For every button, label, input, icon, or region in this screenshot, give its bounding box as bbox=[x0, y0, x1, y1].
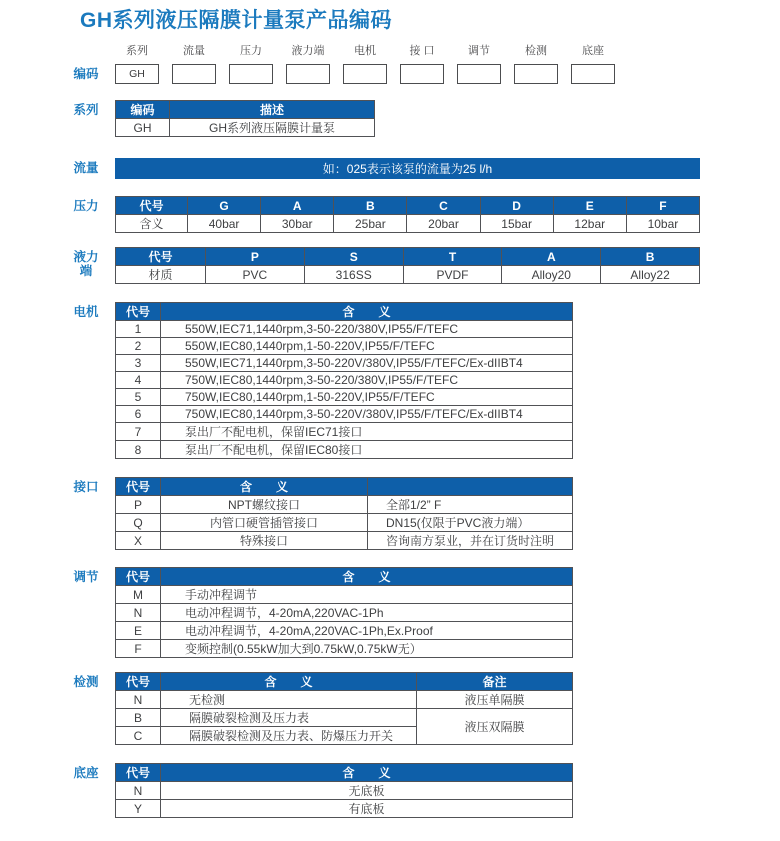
motor-code: 7 bbox=[116, 423, 161, 441]
detect-code: C bbox=[116, 727, 161, 745]
column-header: G bbox=[188, 197, 261, 215]
motor-desc: 550W,IEC71,1440rpm,3-50-220/380V,IP55/F/TEFC bbox=[161, 321, 573, 338]
interface-desc: 特殊接口 bbox=[161, 532, 368, 550]
coding-field-label: 接 口 bbox=[409, 45, 435, 57]
pressure-value: 15bar bbox=[480, 215, 553, 233]
column-header: 代号 bbox=[116, 568, 161, 586]
detect-desc: 隔膜破裂检测及压力表 bbox=[161, 709, 417, 727]
column-header: 代号 bbox=[116, 248, 206, 266]
coding-box-motor bbox=[343, 64, 387, 84]
coding-field-detect bbox=[514, 44, 558, 84]
table-header-row bbox=[116, 764, 573, 782]
column-header: S bbox=[304, 248, 403, 266]
coding-box-series: GH bbox=[115, 64, 159, 84]
pressure-value: 30bar bbox=[261, 215, 334, 233]
detect-code: N bbox=[116, 691, 161, 709]
coding-section bbox=[70, 44, 780, 84]
column-header bbox=[368, 478, 573, 496]
table-header-row bbox=[116, 197, 700, 215]
material-value: 316SS bbox=[304, 266, 403, 284]
series-code: GH bbox=[116, 119, 170, 137]
row-label: 材质 bbox=[116, 266, 206, 284]
table-row bbox=[116, 782, 573, 800]
coding-box-interface bbox=[400, 64, 444, 84]
coding-field-motor bbox=[343, 44, 387, 84]
interface-note: DN15(仅限于PVC液力端） bbox=[368, 514, 573, 532]
coding-field-label: 底座 bbox=[582, 45, 604, 57]
series-desc: GH系列液压隔膜计量泵 bbox=[170, 119, 375, 137]
table-row bbox=[116, 119, 375, 137]
base-section bbox=[70, 763, 780, 818]
adjust-desc: 电动冲程调节，4-20mA,220VAC-1Ph bbox=[161, 604, 573, 622]
base-code: Y bbox=[116, 800, 161, 818]
column-header: 代号 bbox=[116, 673, 161, 691]
base-desc: 有底板 bbox=[161, 800, 573, 818]
material-value: PVC bbox=[206, 266, 305, 284]
coding-field-series bbox=[115, 44, 159, 84]
column-header: T bbox=[403, 248, 502, 266]
side-label-adjust: 调节 bbox=[73, 570, 99, 584]
table-row bbox=[116, 266, 700, 284]
column-header: 含 义 bbox=[161, 568, 573, 586]
side-label-flow: 流量 bbox=[73, 161, 99, 175]
column-header: 编码 bbox=[116, 101, 170, 119]
motor-desc: 750W,IEC80,1440rpm,1-50-220V,IP55/F/TEFC bbox=[161, 389, 573, 406]
column-header: 含 义 bbox=[161, 478, 368, 496]
column-header: 含 义 bbox=[161, 673, 417, 691]
adjust-code: F bbox=[116, 640, 161, 658]
table-row bbox=[116, 338, 573, 355]
column-header: 描述 bbox=[170, 101, 375, 119]
motor-table bbox=[115, 302, 573, 459]
interface-desc: 内管口硬管插管接口 bbox=[161, 514, 368, 532]
table-row bbox=[116, 423, 573, 441]
motor-code: 4 bbox=[116, 372, 161, 389]
motor-desc: 550W,IEC71,1440rpm,3-50-220V/380V,IP55/F/TEFC/Ex-dIIBT4 bbox=[161, 355, 573, 372]
detect-section bbox=[70, 672, 780, 745]
column-header: C bbox=[407, 197, 480, 215]
adjust-code: M bbox=[116, 586, 161, 604]
coding-box-detect bbox=[514, 64, 558, 84]
column-header: 代号 bbox=[116, 303, 161, 321]
pressure-table bbox=[115, 196, 700, 233]
column-header: 备注 bbox=[417, 673, 573, 691]
table-row bbox=[116, 514, 573, 532]
motor-code: 6 bbox=[116, 406, 161, 423]
column-header: A bbox=[261, 197, 334, 215]
material-value: Alloy22 bbox=[601, 266, 700, 284]
side-label-series: 系列 bbox=[73, 103, 99, 117]
side-label-pressure: 压力 bbox=[73, 199, 99, 213]
adjust-section bbox=[70, 567, 780, 658]
coding-field-label: 电机 bbox=[354, 45, 376, 57]
interface-note: 咨询南方泵业，并在订货时注明 bbox=[368, 532, 573, 550]
material-value: PVDF bbox=[403, 266, 502, 284]
pressure-value: 40bar bbox=[188, 215, 261, 233]
motor-desc: 泵出厂不配电机，保留IEC71接口 bbox=[161, 423, 573, 441]
coding-field-label: 液力端 bbox=[291, 45, 325, 57]
detect-code: B bbox=[116, 709, 161, 727]
detect-desc: 隔膜破裂检测及压力表、防爆压力开关 bbox=[161, 727, 417, 745]
table-header-row bbox=[116, 101, 375, 119]
coding-field-label: 检测 bbox=[525, 45, 547, 57]
table-row bbox=[116, 389, 573, 406]
table-row bbox=[116, 532, 573, 550]
series-table bbox=[115, 100, 375, 137]
interface-code: Q bbox=[116, 514, 161, 532]
column-header: 代号 bbox=[116, 197, 188, 215]
pressure-value: 20bar bbox=[407, 215, 480, 233]
flow-section bbox=[70, 158, 780, 179]
detect-table bbox=[115, 672, 573, 745]
column-header: D bbox=[480, 197, 553, 215]
table-header-row bbox=[116, 673, 573, 691]
column-header: E bbox=[553, 197, 626, 215]
motor-code: 1 bbox=[116, 321, 161, 338]
series-section bbox=[70, 100, 780, 137]
motor-code: 8 bbox=[116, 441, 161, 459]
adjust-code: N bbox=[116, 604, 161, 622]
column-header: B bbox=[601, 248, 700, 266]
coding-field-flow bbox=[172, 44, 216, 84]
side-label-motor: 电机 bbox=[73, 305, 99, 319]
column-header: 代号 bbox=[116, 478, 161, 496]
material-value: Alloy20 bbox=[502, 266, 601, 284]
table-row bbox=[116, 640, 573, 658]
side-label-liquid-end: 液力端 bbox=[73, 250, 99, 278]
adjust-desc: 手动冲程调节 bbox=[161, 586, 573, 604]
coding-box-adjust bbox=[457, 64, 501, 84]
side-label-base: 底座 bbox=[73, 766, 99, 780]
adjust-code: E bbox=[116, 622, 161, 640]
base-table bbox=[115, 763, 573, 818]
table-row bbox=[116, 372, 573, 389]
pressure-value: 10bar bbox=[626, 215, 699, 233]
interface-table bbox=[115, 477, 573, 550]
table-row bbox=[116, 800, 573, 818]
pressure-section bbox=[70, 196, 780, 233]
motor-code: 5 bbox=[116, 389, 161, 406]
motor-desc: 750W,IEC80,1440rpm,3-50-220V/380V,IP55/F/TEFC/Ex-dIIBT4 bbox=[161, 406, 573, 423]
column-header: 含 义 bbox=[161, 303, 573, 321]
coding-box-flow bbox=[172, 64, 216, 84]
table-header-row bbox=[116, 478, 573, 496]
interface-section bbox=[70, 477, 780, 550]
table-header-row bbox=[116, 568, 573, 586]
coding-field-adjust bbox=[457, 44, 501, 84]
adjust-table bbox=[115, 567, 573, 658]
coding-field-label: 系列 bbox=[126, 45, 148, 57]
column-header: 代号 bbox=[116, 764, 161, 782]
liquid-end-section bbox=[70, 247, 780, 284]
flow-note-bar: 如：025表示该泵的流量为25 l/h bbox=[115, 158, 700, 179]
adjust-desc: 电动冲程调节，4-20mA,220VAC-1Ph,Ex.Proof bbox=[161, 622, 573, 640]
coding-field-base bbox=[571, 44, 615, 84]
detect-note-merged: 液压双隔膜 bbox=[417, 709, 573, 745]
coding-box-pressure bbox=[229, 64, 273, 84]
side-label-coding: 编码 bbox=[73, 67, 99, 81]
table-row bbox=[116, 355, 573, 372]
table-row bbox=[116, 691, 573, 709]
coding-field-label: 调节 bbox=[468, 45, 490, 57]
column-header: P bbox=[206, 248, 305, 266]
coding-field-label: 流量 bbox=[183, 45, 205, 57]
base-code: N bbox=[116, 782, 161, 800]
column-header: A bbox=[502, 248, 601, 266]
column-header: F bbox=[626, 197, 699, 215]
interface-code: P bbox=[116, 496, 161, 514]
adjust-desc: 变频控制(0.55kW加大到0.75kW,0.75kW无） bbox=[161, 640, 573, 658]
table-row bbox=[116, 604, 573, 622]
table-row bbox=[116, 622, 573, 640]
interface-desc: NPT螺纹接口 bbox=[161, 496, 368, 514]
table-row bbox=[116, 441, 573, 459]
coding-field-pressure bbox=[229, 44, 273, 84]
table-row bbox=[116, 321, 573, 338]
column-header: 含 义 bbox=[161, 764, 573, 782]
motor-code: 2 bbox=[116, 338, 161, 355]
table-header-row bbox=[116, 303, 573, 321]
detect-desc: 无检测 bbox=[161, 691, 417, 709]
page-title: GH系列液压隔膜计量泵产品编码 bbox=[80, 9, 392, 32]
side-label-interface: 接口 bbox=[73, 480, 99, 494]
detect-note: 液压单隔膜 bbox=[417, 691, 573, 709]
motor-code: 3 bbox=[116, 355, 161, 372]
motor-section bbox=[70, 302, 780, 459]
motor-desc: 750W,IEC80,1440rpm,3-50-220/380V,IP55/F/TEFC bbox=[161, 372, 573, 389]
coding-fields bbox=[115, 44, 615, 84]
interface-code: X bbox=[116, 532, 161, 550]
column-header: B bbox=[334, 197, 407, 215]
table-row bbox=[116, 709, 573, 727]
table-row bbox=[116, 496, 573, 514]
side-label-detect: 检测 bbox=[73, 675, 99, 689]
liquid-end-table bbox=[115, 247, 700, 284]
coding-field-label: 压力 bbox=[240, 45, 262, 57]
table-row bbox=[116, 586, 573, 604]
table-row bbox=[116, 406, 573, 423]
motor-desc: 泵出厂不配电机，保留IEC80接口 bbox=[161, 441, 573, 459]
coding-box-base bbox=[571, 64, 615, 84]
table-row bbox=[116, 215, 700, 233]
base-desc: 无底板 bbox=[161, 782, 573, 800]
row-label: 含义 bbox=[116, 215, 188, 233]
coding-field-liquid-end bbox=[286, 44, 330, 84]
motor-desc: 550W,IEC80,1440rpm,1-50-220V,IP55/F/TEFC bbox=[161, 338, 573, 355]
interface-note: 全部1/2” F bbox=[368, 496, 573, 514]
coding-field-interface bbox=[400, 44, 444, 84]
pressure-value: 25bar bbox=[334, 215, 407, 233]
pressure-value: 12bar bbox=[553, 215, 626, 233]
coding-box-liquid-end bbox=[286, 64, 330, 84]
table-header-row bbox=[116, 248, 700, 266]
